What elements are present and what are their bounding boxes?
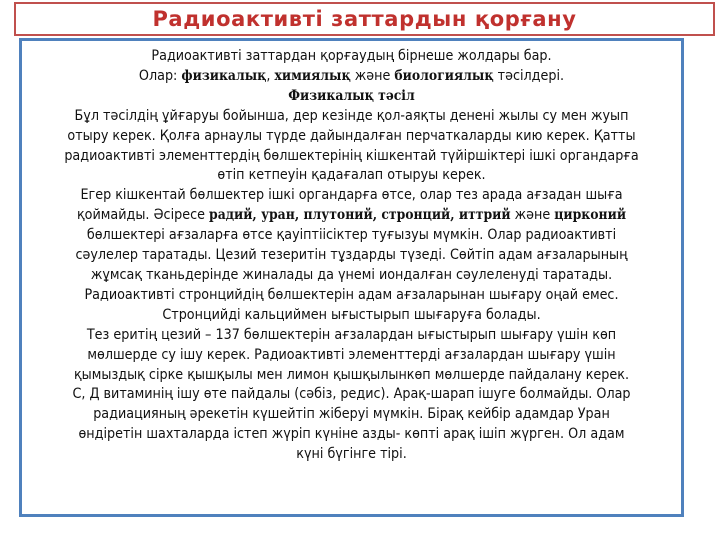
title-box: [14, 2, 715, 36]
paragraph-line: отыру керек. Қолға арнаулы түрде дайындалған перчаткаларды кию керек. Қатты: [67, 127, 636, 144]
paragraph-line: Бұл тәсілдің ұйғаруы бойынша, дер кезінде қол-аяқты денені жылы су мен жуып: [74, 107, 629, 124]
paragraph-line: Тез еритің цезий – 137 бөлшектерін ағзалардан ығыстырып шығару үшін көп: [86, 326, 617, 343]
elements-line: [22, 206, 681, 226]
paragraph-line: Стронцийді кальциймен ығыстырып шығаруға болады.: [162, 306, 541, 323]
paragraph-line: Радиоактивті стронцийдің бөлшектерін адам ағзаларынан шығару оңай емес.: [84, 286, 619, 303]
paragraph-line: өндіретін шахталарда істеп жүріп күніне азды- көпті арақ ішіп жүрген. Ол адам: [78, 426, 625, 443]
slide-title: Радиоактивті заттардын қорғану: [152, 7, 577, 31]
paragraph-line: радиацияның әрекетін күшейтіп жіберуі мүмкін. Бірақ кейбір адамдар Уран: [93, 406, 610, 423]
paragraph-line: сәулелер таратады. Цезий тезеритін тұздарды түзеді. Сөйтіп адам ағзаларының: [75, 247, 628, 264]
element-zirconium: цирконий: [554, 207, 627, 224]
elements-middle: және: [510, 207, 555, 224]
paragraph-line: қымыздық сірке қышқылы мен лимон қышқылынкөп мөлшерде пайдалану керек.: [73, 366, 630, 383]
elements-list: радий, уран, плутоний, стронций, иттрий: [209, 207, 511, 224]
intro-line-1: Радиоактивті заттардан қорғаудың бірнеше жолдары бар.: [151, 48, 552, 64]
separator: және: [350, 67, 395, 84]
method-biological: биологиялық: [394, 67, 494, 84]
intro-line-2: [22, 67, 681, 87]
intro-prefix: Олар:: [138, 67, 182, 84]
paragraph-line: С, Д витаминің ішу өте пайдалы (сәбіз, редис). Арақ-шарап ішуге болмайды. Олар: [72, 386, 631, 403]
paragraph-line: өтіп кетпеуін қадағалап отыруы керек.: [217, 167, 486, 184]
paragraph-line: жұмсақ тканьдерінде жиналады да үнемі иондалған сәулеленуді таратады.: [90, 266, 613, 283]
content-text: [22, 47, 681, 465]
paragraph-line: радиоактивті элементтердің бөлшектерінің кішкентай түйіршіктері ішкі органдарға: [64, 147, 639, 164]
section-heading: Физикалық тәсіл: [288, 87, 415, 104]
paragraph-line: бөлшектері ағзаларға өтсе қауіптіісіктер туғызуы мүмкін. Олар радиоактивті: [86, 227, 617, 244]
paragraph-line: мөлшерде су ішу керек. Радиоактивті элементтерді ағзалардан шығару үшін: [87, 346, 616, 363]
separator: ,: [266, 67, 275, 84]
intro-suffix: тәсілдері.: [493, 67, 565, 84]
method-physical: физикалық: [181, 67, 267, 84]
content-box: [19, 38, 684, 517]
elements-prefix: қоймайды. Әсіресе: [76, 207, 210, 224]
paragraph-line: күні бүгінге тірі.: [296, 446, 407, 463]
method-chemical: химиялық: [274, 67, 351, 84]
paragraph-line: Егер кішкентай бөлшектер ішкі органдарға өтсе, олар тез арада ағзадан шыға: [80, 187, 623, 204]
